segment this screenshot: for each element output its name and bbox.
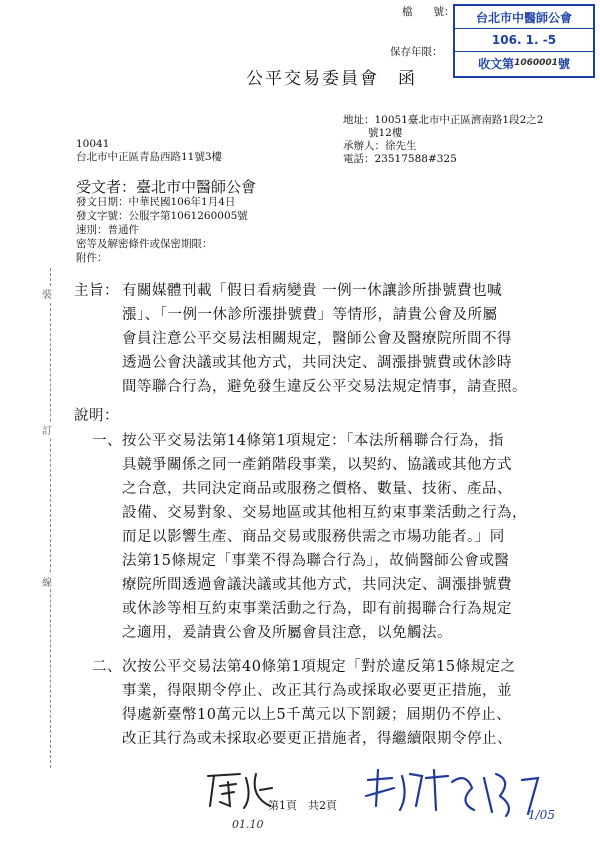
attachment: 附件： bbox=[76, 252, 108, 264]
item1-line: 具競爭關係之同一產銷階段事業，以契約、協議或其他方式 bbox=[122, 457, 512, 473]
binding-label-3: 線 bbox=[42, 574, 52, 589]
recipient-zip: 10041 bbox=[76, 138, 110, 150]
archive-no-label: 檔 號： bbox=[402, 6, 455, 18]
item2-line: 改正其行為或未採取必要更正措施者，得繼續限期令停止、 bbox=[122, 731, 512, 747]
issue-date: 發文日期：中華民國106年1月4日 bbox=[76, 196, 236, 208]
binding-label-2: 訂 bbox=[42, 422, 52, 437]
stamp-received bbox=[455, 52, 593, 74]
sender-phone: 電話：23517588#325 bbox=[343, 153, 457, 165]
subject-line: 透過公會決議或其他方式，共同決定、調漲掛號費或休診時 bbox=[122, 355, 512, 371]
item1-line: 之適用，爰請貴公會及所屬會員注意，以免觸法。 bbox=[122, 625, 452, 641]
stamp-org: 台北市中醫師公會 bbox=[455, 6, 593, 29]
item2-line: 事業，得限期令停止、改正其行為或採取必要更正措施，並 bbox=[122, 683, 512, 699]
sender-contact: 承辦人：徐先生 bbox=[343, 140, 417, 152]
item1-prefix: 一、 bbox=[92, 433, 122, 449]
explanation-label: 說明： bbox=[74, 408, 119, 424]
subject-body bbox=[122, 279, 572, 399]
item1-line: 法第15條規定「事業不得為聯合行為」，故倘醫師公會或醫 bbox=[122, 553, 510, 569]
recipient-address: 台北市中正區青島西路11號3樓 bbox=[76, 151, 223, 163]
signature-left bbox=[200, 768, 280, 812]
item2-prefix: 二、 bbox=[92, 659, 122, 675]
stamp-received-suffix: 號 bbox=[557, 56, 570, 71]
subject-line: 有關媒體刊載「假日看病變貴 一例一休讓診所掛號費也喊 bbox=[122, 283, 503, 299]
stamp-received-prefix: 收文第 bbox=[478, 56, 515, 71]
sender-address-line2: 號12樓 bbox=[368, 127, 403, 139]
subject-line: 會員注意公平交易法相關規定，醫師公會及醫療院所間不得 bbox=[122, 331, 512, 347]
item1-line: 而足以影響生產、商品交易或服務供需之市場功能者。」同 bbox=[122, 529, 505, 545]
item1-body bbox=[122, 429, 572, 645]
binding-label-1: 裝 bbox=[42, 286, 52, 301]
subject-line: 漲」、「一例一休診所漲掛號費」等情形，請貴公會及所屬 bbox=[122, 307, 498, 323]
item1-line: 療院所間透過會議決議或其他方式，共同決定、調漲掛號費 bbox=[122, 577, 512, 593]
item2-line: 次按公平交易法第40條第1項規定「對於違反第15條規定之 bbox=[122, 659, 516, 675]
retention-label: 保存年限： bbox=[390, 46, 443, 58]
speed: 速別：普通件 bbox=[76, 224, 139, 236]
sender-address-line1: 地址：10051臺北市中正區濟南路1段2之2 bbox=[343, 114, 544, 126]
item1-line: 或休診等相互約束事業活動之行為，即有前揭聯合行為規定 bbox=[122, 601, 512, 617]
item2-body bbox=[122, 655, 572, 751]
stamp-date: 106. 1. -5 bbox=[455, 29, 593, 52]
issue-no: 發文字號：公服字第1061260005號 bbox=[76, 210, 248, 222]
item1-line: 之合意，共同決定商品或服務之價格、數量、技術、產品、 bbox=[122, 481, 512, 497]
signature-right-date: 1/05 bbox=[528, 808, 555, 822]
signature-left-date: 01.10 bbox=[232, 818, 264, 831]
subject-line: 間等聯合行為，避免發生違反公平交易法規定情事，請查照。 bbox=[122, 379, 527, 395]
item1-line: 設備、交易對象、交易地區或其他相互約束事業活動之行為， bbox=[122, 505, 527, 521]
document-title: 公平交易委員會 函 bbox=[246, 69, 417, 89]
stamp-received-no: 1060001 bbox=[514, 58, 558, 68]
addressee: 受文者：臺北市中醫師公會 bbox=[76, 178, 257, 196]
item1-line: 按公平交易法第14條第1項規定：「本法所稱聯合行為，指 bbox=[122, 433, 504, 449]
secrecy: 密等及解密條件或保密期限： bbox=[76, 238, 213, 250]
item2-line: 得處新臺幣10萬元以上5千萬元以下罰鍰；屆期仍不停止、 bbox=[122, 707, 512, 723]
subject-label: 主旨： bbox=[74, 283, 119, 299]
page-number: 第1頁 共2頁 bbox=[268, 799, 337, 812]
binding-line bbox=[50, 268, 51, 768]
receipt-stamp bbox=[453, 4, 595, 78]
